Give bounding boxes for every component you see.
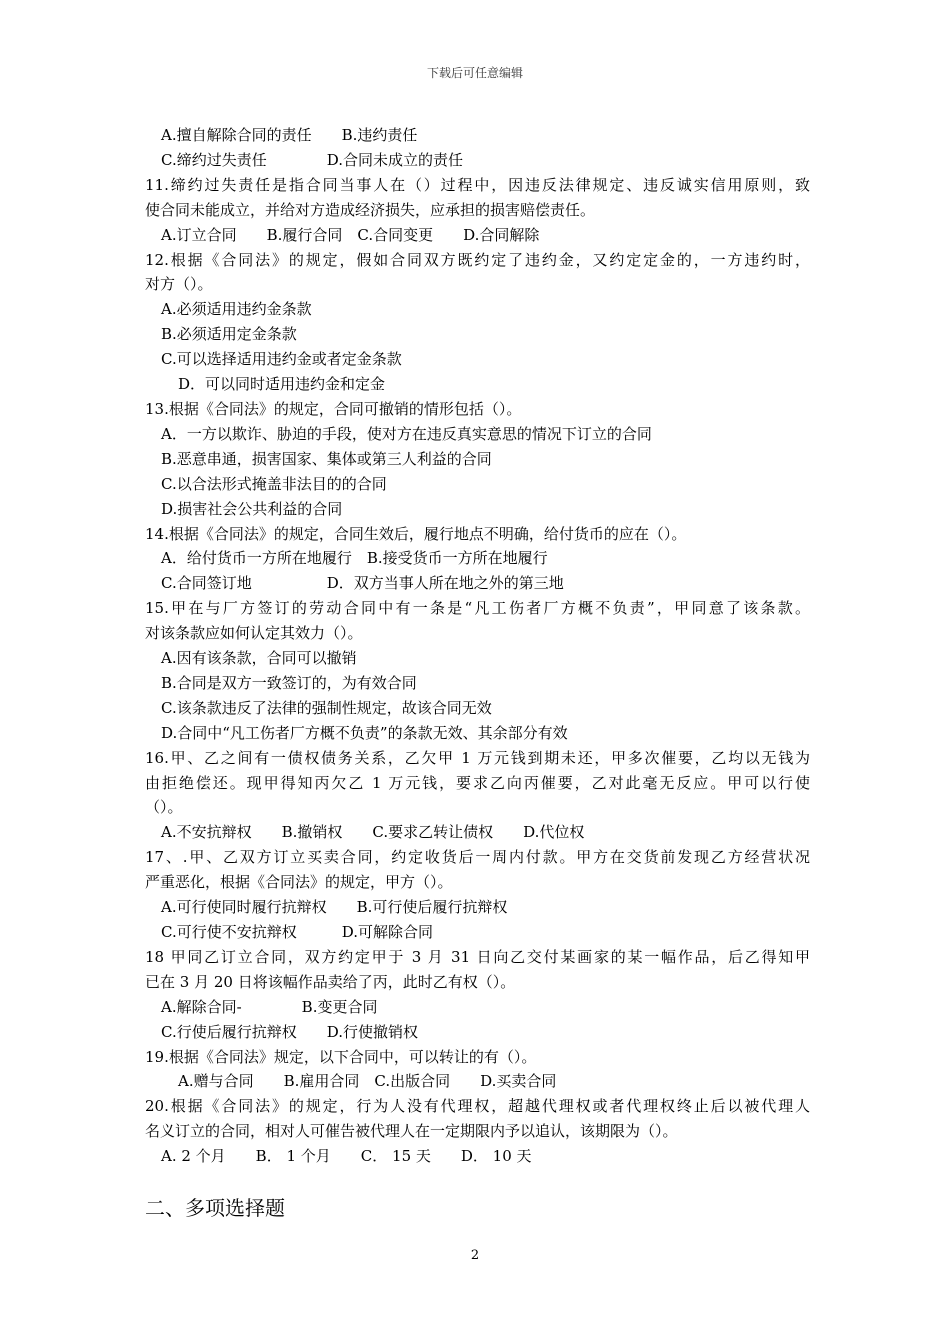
text-line: 19.根据《合同法》规定，以下合同中，可以转让的有（）。 bbox=[145, 1047, 537, 1066]
text-line: A.可行使同时履行抗辩权 B.可行使后履行抗辩权 bbox=[161, 898, 508, 917]
text-line: B.必须适用定金条款 bbox=[161, 325, 297, 344]
text-line: A．一方以欺诈、胁迫的手段，使对方在违反真实意思的情况下订立的合同 bbox=[161, 424, 652, 443]
text-line: A. 2 个月 B． 1 个月 C． 15 天 D． 10 天 bbox=[161, 1147, 532, 1166]
text-line: B.合同是双方一致签订的，为有效合同 bbox=[161, 673, 417, 692]
text-line: C.缔约过失责任 D.合同未成立的责任 bbox=[161, 150, 463, 169]
page-header: 下载后可任意编辑 bbox=[426, 66, 523, 80]
text-line: D.损害社会公共利益的合同 bbox=[161, 499, 343, 518]
text-line: D.合同中“凡工伤者厂方概不负责”的条款无效、其余部分有效 bbox=[161, 723, 568, 742]
text-line: 对该条款应如何认定其效力（）。 bbox=[145, 624, 363, 643]
text-line: 严重恶化，根据《合同法》的规定，甲方（）。 bbox=[145, 873, 453, 892]
text-line: 16.甲、乙之间有一债权债务关系，乙欠甲 1 万元钱到期未还，甲多次催要，乙均以无钱为 bbox=[145, 748, 810, 767]
text-line: A.必须适用违约金条款 bbox=[161, 300, 312, 319]
page-number: 2 bbox=[470, 1248, 480, 1263]
text-line: D．可以同时适用违约金和定金 bbox=[178, 375, 386, 394]
text-line: 使合同未能成立，并给对方造成经济损失，应承担的损害赔偿责任。 bbox=[145, 200, 596, 219]
text-line: A.因有该条款，合同可以撤销 bbox=[161, 649, 357, 668]
text-line: 13.根据《合同法》的规定，合同可撤销的情形包括（）。 bbox=[145, 399, 522, 418]
text-line: A．给付货币一方所在地履行 B.接受货币一方所在地履行 bbox=[161, 549, 548, 568]
text-line: A.解除合同- B.变更合同 bbox=[161, 997, 378, 1016]
section-title: 二、多项选择题 bbox=[145, 1196, 285, 1220]
text-line: C.可行使不安抗辩权 D.可解除合同 bbox=[161, 923, 433, 941]
text-line: 15.甲在与厂方签订的劳动合同中有一条是“凡工伤者厂方概不负责”，甲同意了该条款。 bbox=[145, 599, 810, 618]
text-line: 14.根据《合同法》的规定，合同生效后，履行地点不明确，给付货币的应在（）。 bbox=[145, 524, 687, 543]
text-line: B.恶意串通，损害国家、集体或第三人利益的合同 bbox=[161, 449, 492, 468]
text-line: 对方（）。 bbox=[145, 275, 213, 294]
text-line: 名义订立的合同，相对人可催告被代理人在一定期限内予以追认，该期限为（）。 bbox=[145, 1122, 678, 1141]
text-line: 17、.甲、乙双方订立买卖合同，约定收货后一周内付款。甲方在交货前发现乙方经营状况 bbox=[145, 848, 810, 867]
text-line: C.可以选择适用违约金或者定金条款 bbox=[161, 350, 402, 369]
text-line: 已在 3 月 20 日将该幅作品卖给了丙，此时乙有权（）。 bbox=[145, 972, 516, 991]
text-line: C.合同签订地 D．双方当事人所在地之外的第三地 bbox=[161, 574, 564, 593]
text-line: A.赠与合同 B.雇用合同 C.出版合同 D.买卖合同 bbox=[178, 1072, 557, 1091]
text-line: 20.根据《合同法》的规定，行为人没有代理权，超越代理权或者代理权终止后以被代理人 bbox=[145, 1097, 810, 1116]
text-line: A.不安抗辩权 B.撤销权 C.要求乙转让债权 D.代位权 bbox=[161, 823, 585, 842]
text-line: C.该条款违反了法律的强制性规定，故该合同无效 bbox=[161, 698, 492, 717]
text-line: A.擅自解除合同的责任 B.违约责任 bbox=[161, 126, 418, 144]
text-line: A.订立合同 B.履行合同 C.合同变更 D.合同解除 bbox=[161, 225, 540, 244]
text-line: （）。 bbox=[145, 798, 183, 817]
text-line: 11.缔约过失责任是指合同当事人在（）过程中，因违反法律规定、违反诚实信用原则，致 bbox=[145, 175, 810, 194]
document-body bbox=[145, 123, 810, 1169]
text-line: C.以合法形式掩盖非法目的的合同 bbox=[161, 474, 387, 493]
text-line: C.行使后履行抗辩权 D.行使撤销权 bbox=[161, 1022, 418, 1041]
text-line: 由拒绝偿还。现甲得知丙欠乙 1 万元钱，要求乙向丙催要，乙对此毫无反应。甲可以行使 bbox=[145, 773, 810, 792]
text-line: 12.根据《合同法》的规定，假如合同双方既约定了违约金，又约定定金的，一方违约时， bbox=[145, 250, 810, 269]
text-line: 18 甲同乙订立合同，双方约定甲于 3 月 31 日向乙交付某画家的某一幅作品，后乙得知甲 bbox=[145, 947, 810, 966]
